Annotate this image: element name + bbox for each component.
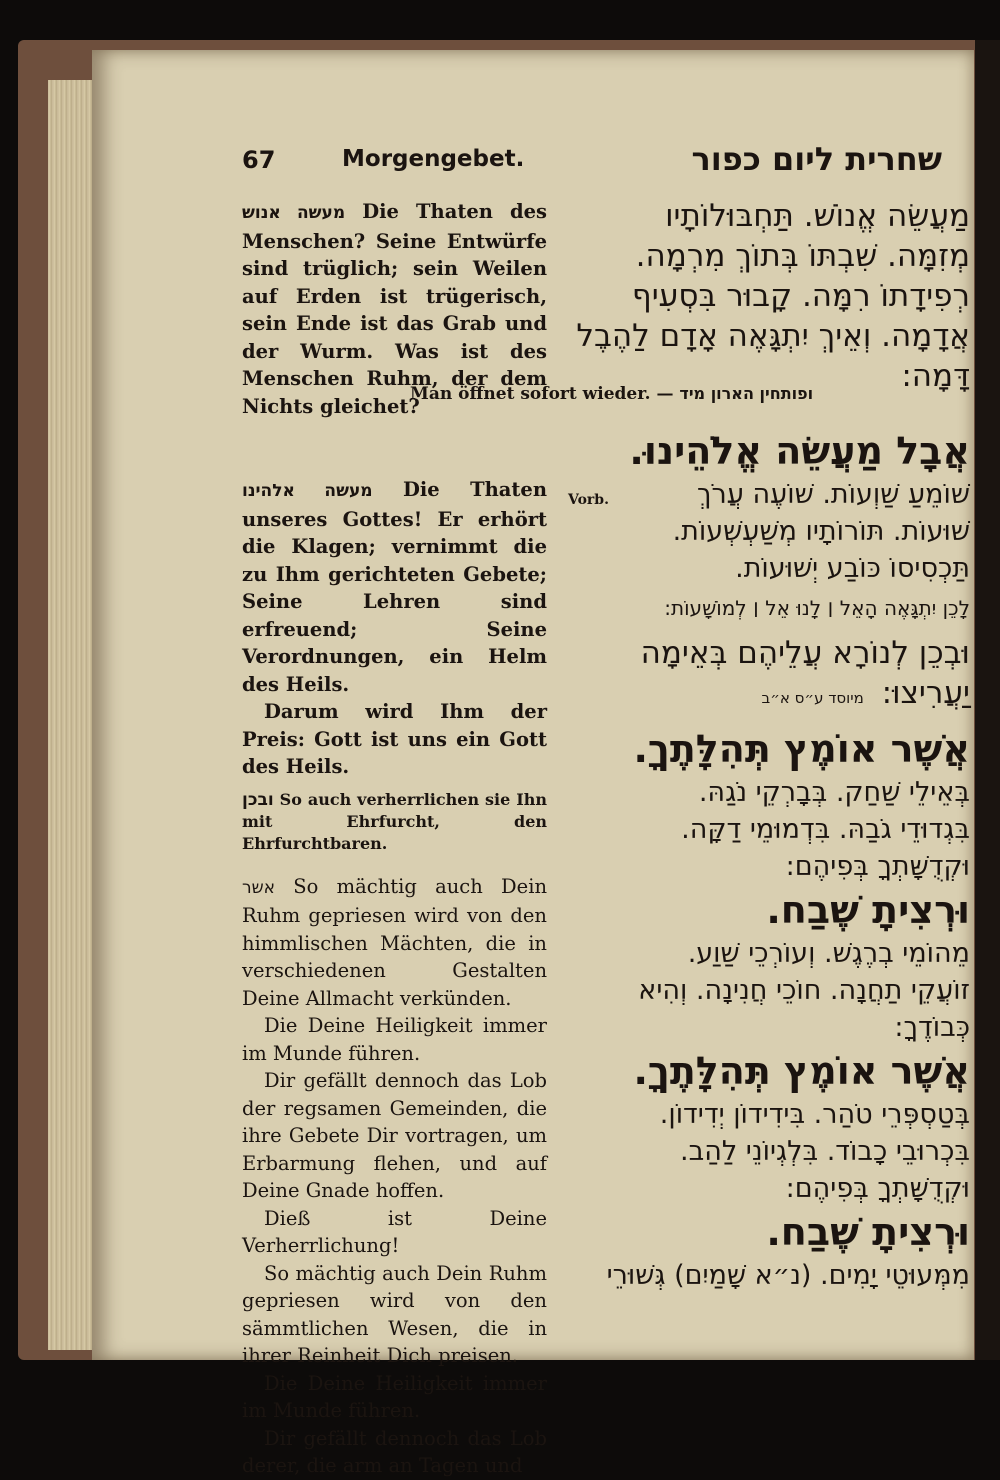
running-head-hebrew: שחרית ליום כפור — [691, 140, 942, 178]
hebrew-line-text: יַעֲרִיצוּ: — [881, 675, 970, 711]
hebrew-line: דָּמָה: — [901, 358, 970, 394]
hebrew-line: בְּטַסְפְּרֵי טֹהַר. בִּידִידוֹן יְדִידוֹן. — [659, 1099, 970, 1130]
hebrew-cue: מעשה אלהינו — [242, 481, 373, 501]
german-text: Die Thaten unseres Gottes! Er erhört die Klagen; vernimmt die zu Ihm gerichteten Gebete; Seine Lehren sind erfreuend; Seine Verordnungen, ein Helm des Heils. — [242, 478, 548, 696]
german-para: Dieß ist Deine Verherrlichung! — [242, 1206, 547, 1257]
gutter-shadow — [975, 40, 1000, 1360]
running-head-german: Morgengebet. — [342, 146, 525, 172]
acrostic-note: מיוסד ע״ס א״ב — [761, 689, 864, 707]
german-block-2b: Darum wird Ihm der Preis: Gott ist uns ein Gott des Heils. — [242, 700, 547, 778]
german-block-2 — [242, 476, 547, 698]
german-para: Dir gefällt dennoch das Lob der regsamen Gemeinden, die ihre Gebete Dir vortragen, um Erbarmung flehen, und auf Deine Gnade hoffen. — [242, 1069, 547, 1202]
rubric-hebrew: ופותחין הארון מיד — [679, 384, 814, 403]
german-para: So mächtig auch Dein Ruhm gepriesen wird von den sämmtlichen Wesen, die in ihrer Reinheit Dich preisen. — [242, 1261, 547, 1367]
hebrew-line: שׁוּעוֹת. תּוֹרוֹתָיו מְשַׁעְשְׁעוֹת. — [672, 516, 970, 547]
hebrew-cue: מעשה אנוש — [242, 203, 346, 223]
hebrew-line: מְזִמָּה. שִׁבְתּוֹ בְּתוֹךְ מִרְמָה. — [635, 238, 970, 274]
german-block-4 — [242, 873, 547, 1013]
hebrew-line: וּקְדֻשָּׁתְךָ בְּפִיהֶם: — [785, 1173, 970, 1204]
hebrew-heading: אֲבָל מַעֲשֵׂה אֱלֹהֵינוּ. — [629, 429, 970, 473]
hebrew-line: רְפִידָתוֹ רִמָּה. קָבוּר בִּסְעִיף — [631, 278, 970, 314]
hebrew-line: מֵהוֹמֵי בְרֶגֶשׁ. וְעוֹרְכֵי שַׁוַע. — [687, 938, 970, 969]
german-para: Die Deine Heiligkeit immer im Munde führen. — [242, 1014, 547, 1065]
rubric-german: Man öffnet sofort wieder. — [410, 384, 651, 404]
hebrew-heading: וּרְצִיתָ שֶׁבַח. — [766, 1210, 970, 1254]
german-text: So auch verherrlichen sie Ihn mit Ehrfurcht, den Ehrfurchtbaren. — [242, 789, 547, 853]
hebrew-line: זוֹעֲקֵי תַחֲנָה. חוֹכֵי חֲנִינָה. וְהִיא — [638, 975, 970, 1006]
page-header — [242, 140, 942, 190]
hebrew-line: כְּבוֹדֶךָ: — [894, 1012, 970, 1043]
hebrew-line: מַעֲשֵׂה אֱנוֹשׁ. תַּחְבּוּלוֹתָיו — [665, 198, 970, 234]
german-text: Die Thaten des Menschen? Seine Entwürfe sind trüglich; sein Weilen auf Erden ist trügerisch, sein Ende ist das Grab und der Wurm. Was ist des Menschen Ruhm, der dem Nichts gleichet? — [242, 200, 547, 418]
german-para: Die Deine Heiligkeit immer im Munde führen. — [242, 1371, 547, 1422]
page-edges — [48, 80, 94, 1350]
hebrew-cue: ובכן — [242, 789, 274, 810]
german-block-3 — [242, 789, 547, 855]
rubric-dash: — — [650, 384, 680, 404]
hebrew-line — [568, 476, 970, 513]
hebrew-line: בִּכְרוּבֵי כָבוֹד. בִּלְגְיוֹנֵי לַהַב. — [680, 1136, 970, 1167]
hebrew-line: לָכֵן יִתְגָּאֶה הָאֵל ׀ לָנוּ אֵל ׀ לְמוֹשָׁעוֹת: — [664, 596, 970, 620]
hebrew-line: וּבְכֵן לְנוֹרָא עֲלֵיהֶם בְּאֵימָה — [640, 635, 970, 671]
hebrew-line: אֲדָמָה. וְאֵיךְ יִתְגָּאֶה אָדָם לַהֶבֶל — [576, 318, 970, 354]
hebrew-column — [568, 196, 970, 1294]
hebrew-heading: וּרְצִיתָ שֶׁבַח. — [766, 888, 970, 932]
hebrew-line: בְּאֵילֵי שַׁחַק. בְּבָרְקֵי נֹגַהּ. — [698, 777, 970, 808]
hebrew-line: מִמְּעוּטֵי יָמִים. (נ״א שָׁמַיִם) גְּשׁוּרֵי — [606, 1260, 970, 1291]
hebrew-line: תַּכְסִיסוֹ כּוֹבַע יְשׁוּעוֹת. — [735, 553, 970, 584]
hebrew-heading: אֲשֶׁר אוֹמֶץ תְּהִלָּתֶךָ. — [633, 727, 970, 771]
hebrew-line — [568, 673, 970, 718]
hebrew-heading: אֲשֶׁר אוֹמֶץ תְּהִלָּתֶךָ. — [633, 1049, 970, 1093]
hebrew-line-text: שׁוֹמֵעַ שַׁוְעוֹת. שׁוֹעֶה עֲרֹךְ — [696, 479, 970, 510]
hebrew-line: בִּגְדוּדֵי גֹבַהּ. בִּדְמוּמֵי דַקָּה. — [681, 814, 970, 845]
hebrew-line: וּקְדֻשָּׁתְךָ בְּפִיהֶם: — [785, 851, 970, 882]
hebrew-cue: אשר — [242, 877, 276, 898]
page-number: 67 — [242, 146, 276, 174]
vorbeter-cue: Vorb. — [568, 492, 609, 508]
german-text: So mächtig auch Dein Ruhm gepriesen wird von den himmlischen Mächten, die in verschiedenen Gestalten Deine Allmacht verkünden. — [242, 874, 547, 1010]
german-para: Dir gefällt dennoch das Lob derer, die arm an Tagen und — [242, 1426, 547, 1477]
